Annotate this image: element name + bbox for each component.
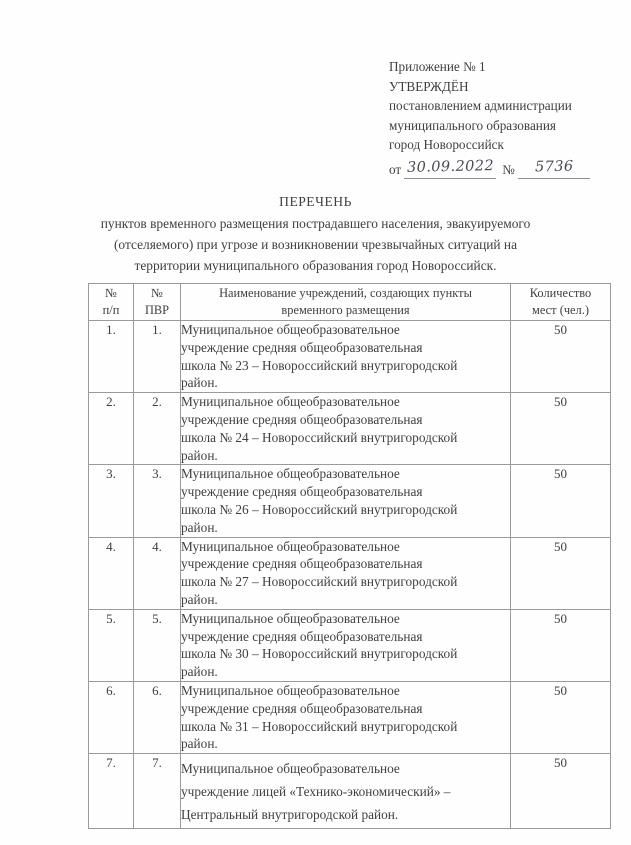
cell-index: 3. (89, 465, 134, 537)
table-row (89, 465, 611, 537)
cell-pvr-number: 2. (134, 393, 181, 465)
institution-name-line: учреждение средняя общеобразовательная (181, 411, 423, 427)
institution-name-line: школа № 31 – Новороссийский внутригородской (181, 718, 458, 734)
column-header-name (181, 284, 511, 321)
cell-seat-count: 50 (511, 537, 611, 609)
table-header-row (89, 284, 611, 321)
cell-index: 2. (89, 393, 134, 465)
cell-seat-count: 50 (511, 681, 611, 753)
approval-authority-line-1: постановлением администрации (389, 98, 572, 113)
cell-index: 7. (89, 754, 134, 829)
table-row (89, 321, 611, 393)
cell-institution-name (181, 321, 511, 393)
pvr-table (88, 283, 611, 829)
approval-authority-line-2: муниципального образования (389, 117, 556, 133)
table-row (89, 393, 611, 465)
appendix-label: Приложение № 1 (389, 59, 486, 74)
column-header-index-line-2: п/п (102, 302, 120, 317)
cell-index: 4. (89, 537, 134, 609)
decree-number-field (518, 157, 590, 180)
institution-name-line: район. (181, 519, 218, 535)
institution-name-line: учреждение средняя общеобразовательная (181, 556, 423, 572)
table-body (89, 321, 611, 829)
cell-pvr-number: 6. (134, 681, 181, 753)
document-subtitle (0, 213, 631, 276)
approval-block (389, 57, 614, 179)
table-row (89, 681, 611, 753)
cell-institution-name (181, 754, 511, 829)
column-header-name-line-1: Наименование учреждений, создающих пункты (219, 286, 472, 300)
cell-index: 6. (89, 681, 134, 753)
cell-pvr-number: 5. (134, 609, 181, 681)
cell-index: 1. (89, 321, 134, 393)
cell-seat-count: 50 (511, 321, 611, 393)
institution-name-line: Муниципальное общеобразовательное (181, 682, 400, 698)
institution-name-line: школа № 24 – Новороссийский внутригородской (181, 429, 458, 445)
institution-name-line: учреждение средняя общеобразовательная (181, 700, 423, 716)
institution-name-line: Муниципальное общеобразовательное (181, 538, 400, 554)
column-header-seats-line-1: Количество (529, 286, 592, 300)
cell-institution-name (181, 681, 511, 753)
column-header-name-line-2: временного размещения (281, 302, 410, 317)
institution-name-line: Центральный внутригородской район. (181, 807, 399, 823)
column-header-index (89, 284, 134, 321)
institution-name-line: район. (181, 447, 218, 463)
subtitle-line-3: территории муниципального образования город Новороссийск. (134, 258, 497, 273)
institution-name-line: учреждение средняя общеобразовательная (181, 484, 423, 500)
institution-name-line: школа № 27 – Новороссийский внутригородской (181, 574, 458, 590)
cell-institution-name (181, 537, 511, 609)
institution-name-line: Муниципальное общеобразовательное (181, 394, 400, 410)
subtitle-line-2: (отселяемого) при угрозе и возникновении чрезвычайных ситуаций на (113, 237, 518, 252)
decree-date-number-line (389, 157, 614, 180)
institution-name-line: школа № 26 – Новороссийский внутригородской (181, 501, 458, 517)
document-title-block (0, 192, 631, 276)
column-header-pvr-line-1: № (151, 286, 163, 300)
decree-number-value: 5736 (534, 158, 574, 175)
column-header-seats-line-2: мест (чел.) (532, 302, 589, 317)
decree-date-value: 30.09.2022 (406, 157, 494, 176)
institution-name-line: школа № 23 – Новороссийский внутригородской (181, 357, 458, 373)
institution-name-line: район. (181, 736, 218, 752)
table-row (89, 754, 611, 829)
institution-name-line: Муниципальное общеобразовательное (181, 610, 400, 626)
date-prefix-label: от (389, 161, 402, 177)
table-row (89, 537, 611, 609)
institution-name-line: учреждение лицей «Технико-экономический» – (181, 784, 451, 800)
column-header-index-line-1: № (105, 286, 117, 300)
institution-name-line: район. (181, 375, 218, 391)
cell-institution-name (181, 465, 511, 537)
institution-name-line: район. (181, 664, 218, 680)
cell-pvr-number: 4. (134, 537, 181, 609)
cell-seat-count: 50 (511, 609, 611, 681)
institution-name-line: Муниципальное общеобразовательное (181, 466, 400, 482)
cell-pvr-number: 3. (134, 465, 181, 537)
page-title: ПЕРЕЧЕНЬ (279, 194, 352, 209)
institution-name-line: школа № 30 – Новороссийский внутригородской (181, 646, 458, 662)
cell-seat-count: 50 (511, 754, 611, 829)
column-header-pvr (134, 284, 181, 321)
institution-name-line: Муниципальное общеобразовательное (181, 761, 400, 777)
column-header-seats (511, 284, 611, 321)
cell-institution-name (181, 393, 511, 465)
approval-authority-line-3: город Новороссийск (389, 137, 504, 152)
institution-name-line: Муниципальное общеобразовательное (181, 322, 400, 337)
subtitle-line-1: пунктов временного размещения пострадавшего населения, эвакуируемого (100, 216, 531, 231)
decree-date-field (404, 157, 496, 180)
column-header-pvr-line-2: ПВР (144, 302, 170, 317)
number-prefix-label: № (502, 161, 515, 177)
institution-name-line: учреждение средняя общеобразовательная (181, 339, 423, 355)
institution-name-line: район. (181, 591, 218, 607)
cell-index: 5. (89, 609, 134, 681)
cell-pvr-number: 7. (134, 754, 181, 829)
table-header (89, 284, 611, 321)
cell-seat-count: 50 (511, 465, 611, 537)
approved-label: УТВЕРЖДЁН (389, 78, 469, 94)
table-row (89, 609, 611, 681)
cell-seat-count: 50 (511, 393, 611, 465)
institution-name-line: учреждение средняя общеобразовательная (181, 628, 423, 644)
cell-institution-name (181, 609, 511, 681)
cell-pvr-number: 1. (134, 321, 181, 393)
